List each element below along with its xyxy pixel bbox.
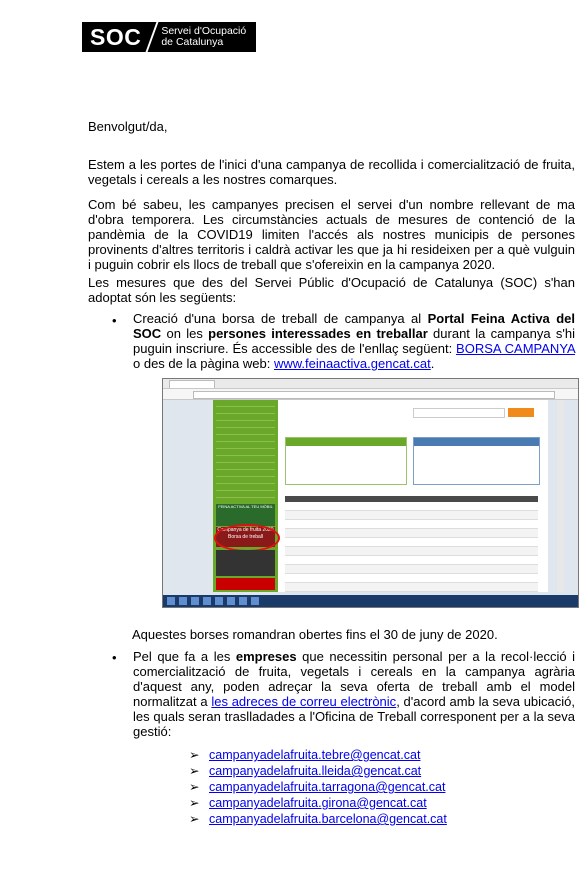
- bullet-2-bold-empreses: empreses: [235, 649, 297, 664]
- bullet-2-text: que necessitin personal per a la recol·lecció i comercialització de fruita, vegetals i cereals en la campanya agrària d'aquest any, poden adreçar la seva oferta de treball amb el model normalitzat a: [133, 649, 576, 709]
- bullet-dot-2: •: [112, 650, 117, 665]
- email-addresses-link[interactable]: les adreces de correu electrònic: [211, 694, 397, 709]
- bullet-1-text: durant la campanya s'hi puguin inscriure. És accessible des de l'enllaç següent:: [133, 326, 575, 356]
- list-item: [189, 795, 447, 811]
- site-search-button: [508, 408, 534, 417]
- promo-mobile: FEINA ACTIVA AL TEU MÒBIL: [216, 504, 275, 526]
- bullet-1-text: o des de la pàgina web:: [133, 356, 274, 371]
- bullet-1: [133, 311, 575, 371]
- paragraph-1: Estem a les portes de l'inici d'una campanya de recollida i comercialització de fruita, vegetals i cereals a les nostres comarques.: [88, 157, 575, 187]
- email-list: [189, 747, 447, 827]
- borsa-campanya-link[interactable]: BORSA CAMPANYA: [456, 341, 575, 356]
- bullet-1-text: on les: [161, 326, 209, 341]
- bullet-1-text: Creació d'una borsa de treball de campanya al: [133, 311, 428, 326]
- list-item: [189, 811, 447, 827]
- soc-logo: [82, 22, 256, 52]
- bullet-2-text: Pel que fa a les: [133, 649, 236, 664]
- paragraph-3: Les mesures que des del Servei Públic d'Ocupació de Catalunya (SOC) s'han adoptat són les següents:: [88, 275, 575, 305]
- note-borses: Aquestes borses romandran obertes fins el 30 de juny de 2020.: [132, 627, 498, 642]
- email-link-girona[interactable]: campanyadelafruita.girona@gencat.cat: [209, 796, 427, 810]
- email-link-tarragona[interactable]: campanyadelafruita.tarragona@gencat.cat: [209, 780, 446, 794]
- list-item: [189, 763, 447, 779]
- arrow-icon: ➢: [189, 748, 200, 762]
- browser-address-bar: [163, 389, 578, 400]
- logo-line-1: Servei d'Ocupació: [161, 25, 247, 37]
- arrow-icon: ➢: [189, 780, 200, 794]
- candidates-box: [285, 437, 407, 485]
- feinaactiva-link[interactable]: www.feinaactiva.gencat.cat: [273, 356, 431, 371]
- url-field: [193, 391, 555, 399]
- promo-campaign-line-2: Borsa de treball: [227, 534, 264, 540]
- highlight-circle: [214, 524, 280, 552]
- os-taskbar: [163, 595, 578, 607]
- email-link-lleida[interactable]: campanyadelafruita.lleida@gencat.cat: [209, 764, 422, 778]
- email-link-barcelona[interactable]: campanyadelafruita.barcelona@gencat.cat: [209, 812, 447, 826]
- browser-titlebar: [163, 379, 578, 389]
- arrow-icon: ➢: [189, 796, 200, 810]
- browser-tab: [169, 380, 215, 388]
- logo-line-2: de Catalunya: [161, 36, 224, 48]
- list-item: [189, 779, 447, 795]
- bullet-1-text: .: [430, 356, 435, 371]
- arrow-icon: ➢: [189, 764, 200, 778]
- bullet-2-text: , d'acord amb la seva ubicació, les quals seran traslladades a l'Oficina de Treball corresponent per a la seva gestió:: [133, 694, 575, 739]
- paragraph-2: Com bé sabeu, les campanyes precisen el servei d'un nombre rellevant de ma d'obra temporera. Les circumstàncies actuals de mesures de contenció de la pandèmia de la COVID19 limiten l'accés als nostres municipis de persones provinents d'altres territoris i caldrà activar les que ja hi resideixen per a què vulguin i puguin cobrir els llocs de treball que s'ofereixin en la campanya 2020.: [88, 197, 575, 272]
- promo-banner-red: [216, 578, 275, 590]
- promo-banner: [216, 550, 275, 576]
- greeting: Benvolgut/da,: [88, 119, 168, 134]
- site-search: [413, 408, 505, 418]
- browser-scrollbar: [557, 400, 564, 592]
- companies-box: [413, 437, 540, 485]
- promo-campaign-line-1: Campanya de fruita 2020: [217, 527, 274, 533]
- site-sidebar: [213, 400, 278, 592]
- bullet-1-bold-portal: Portal Feina Activa del SOC: [133, 311, 575, 341]
- email-link-tebre[interactable]: campanyadelafruita.tebre@gencat.cat: [209, 748, 421, 762]
- bullet-2: [133, 649, 575, 739]
- bullet-dot-1: •: [112, 313, 117, 328]
- logo-short: SOC: [90, 23, 142, 50]
- logo-name: [161, 26, 256, 48]
- list-item: [189, 747, 447, 763]
- arrow-icon: ➢: [189, 812, 200, 826]
- web-page: [213, 400, 548, 592]
- offers-table: [285, 492, 538, 588]
- website-screenshot: [162, 378, 579, 608]
- bullet-1-bold-persones: persones interessades en treballar: [208, 326, 428, 341]
